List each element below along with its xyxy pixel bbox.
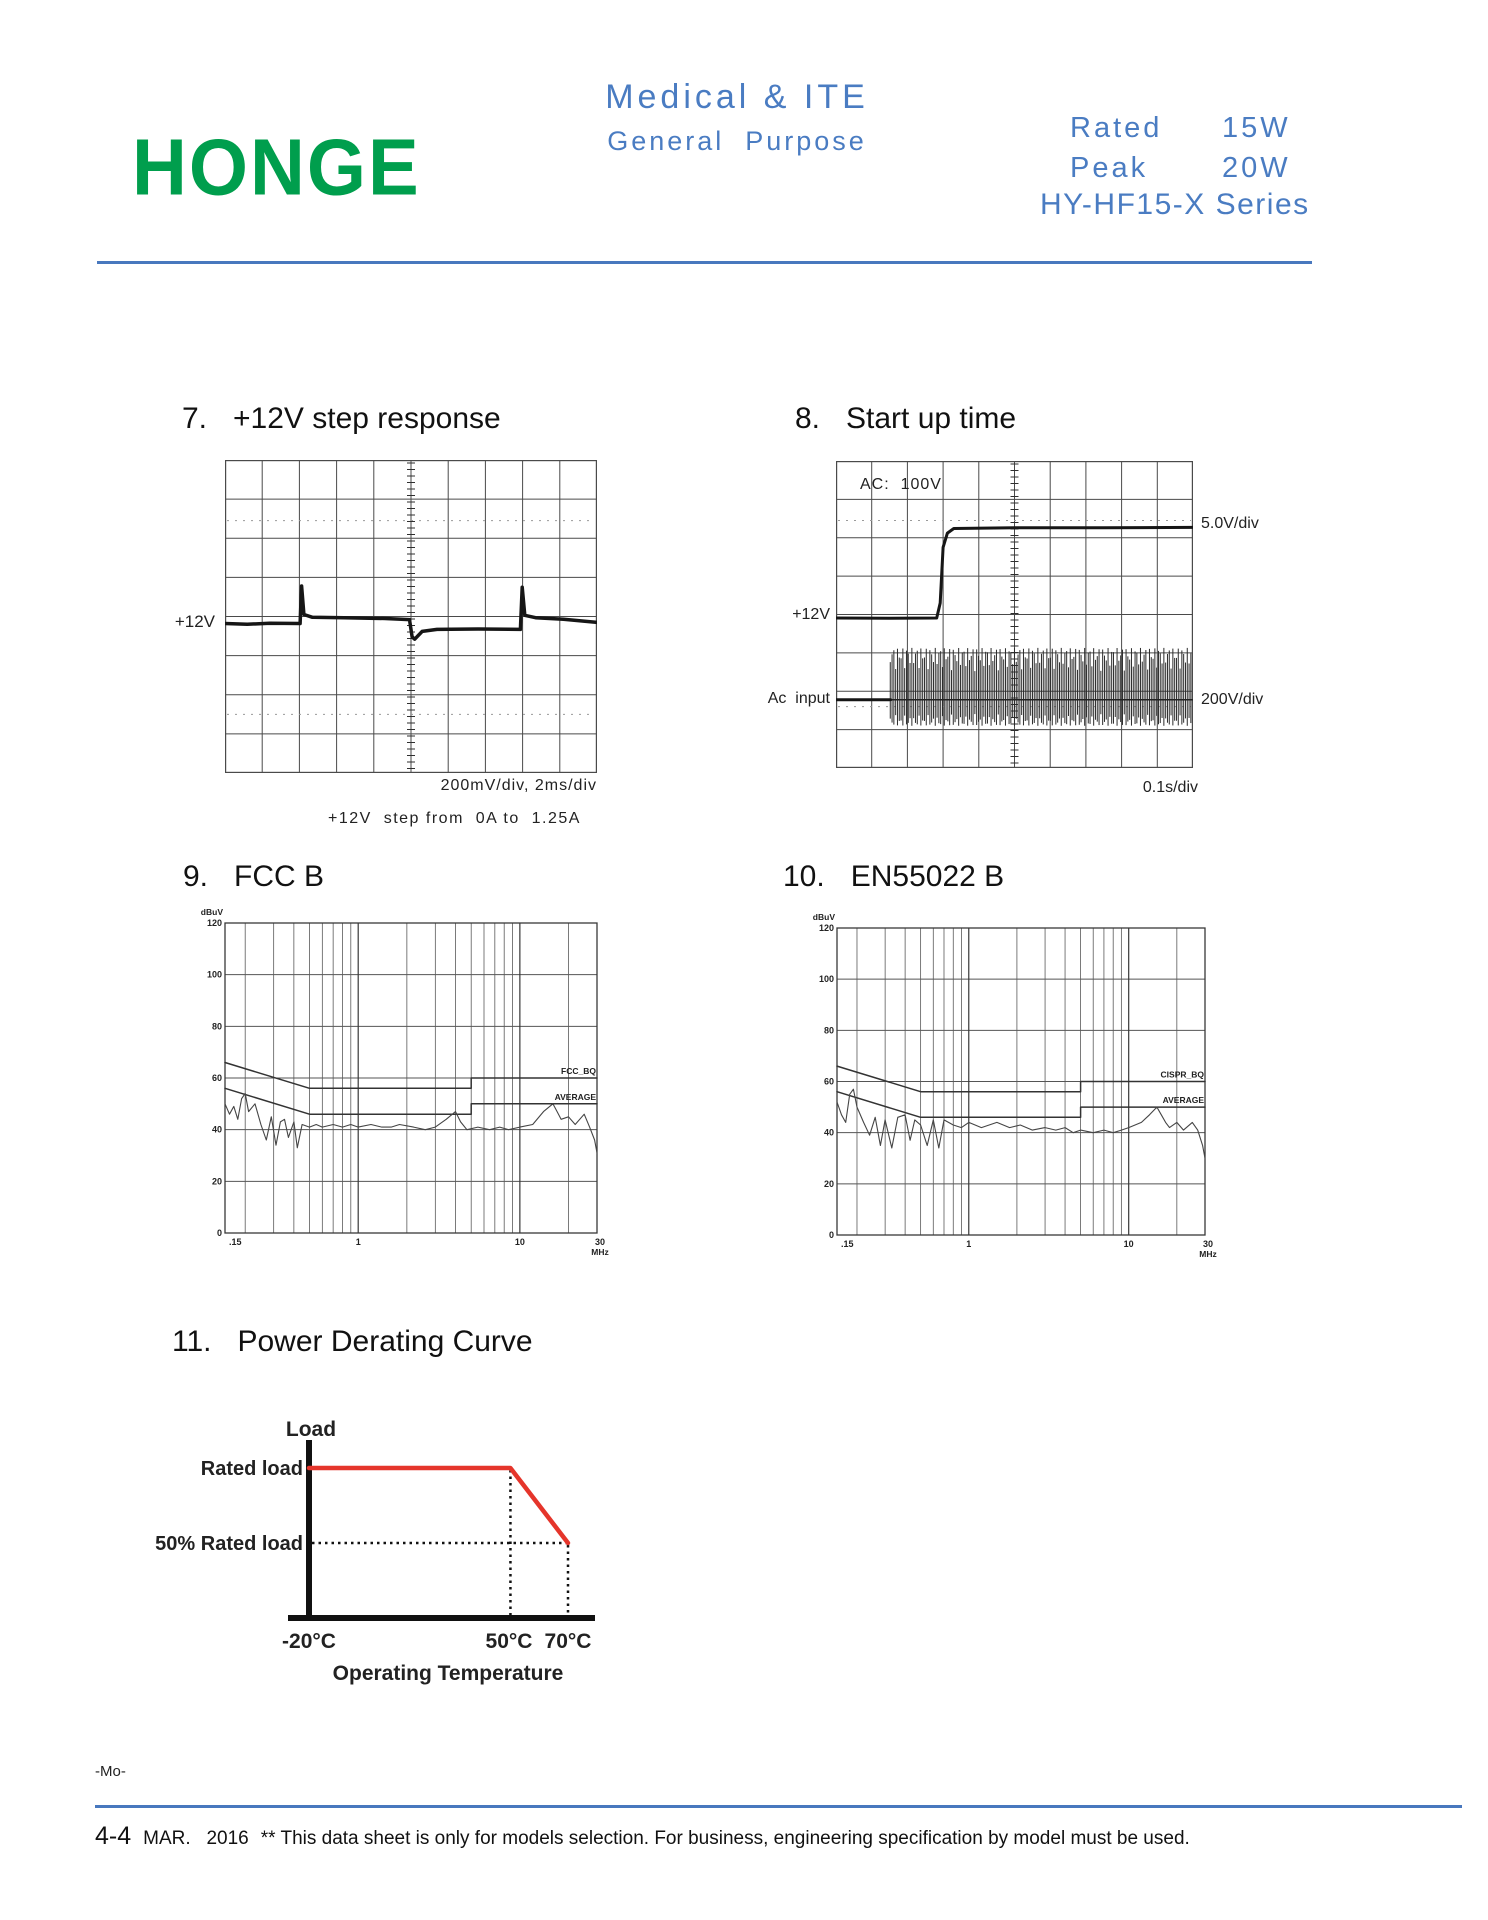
- section-8-text: Start up time: [846, 402, 1017, 435]
- footer-line: [95, 1822, 1190, 1851]
- scope8-acdiv-label: 200V/div: [1201, 691, 1264, 708]
- doc-title-line1: Medical & ITE: [605, 78, 869, 116]
- scope8-tdiv-label: 0.1s/div: [1142, 779, 1198, 796]
- section-7-text: +12V step response: [233, 402, 501, 435]
- svg-text:100: 100: [818, 974, 834, 985]
- svg-text:MHz: MHz: [591, 1247, 609, 1257]
- section-11-text: Power Derating Curve: [237, 1325, 533, 1358]
- derating-50pct-load-label: 50% Rated load: [155, 1533, 303, 1555]
- en55022b-emi-chart: [811, 906, 1219, 1266]
- rated-value: 15W: [1222, 112, 1291, 144]
- scope8-vdiv-label: 5.0V/div: [1201, 515, 1259, 532]
- peak-label: Peak: [1070, 152, 1149, 184]
- svg-text:FCC_BQ: FCC_BQ: [561, 1066, 596, 1076]
- svg-text:120: 120: [206, 918, 222, 928]
- svg-text:40: 40: [211, 1124, 222, 1135]
- svg-text:AVERAGE: AVERAGE: [554, 1091, 596, 1102]
- section-11-number: 11.: [172, 1325, 212, 1358]
- svg-text:1: 1: [355, 1237, 361, 1247]
- derating-xtick-70: 70°C: [544, 1630, 592, 1653]
- svg-text:dBuV: dBuV: [200, 907, 223, 917]
- svg-text:.15: .15: [229, 1237, 242, 1247]
- svg-text:60: 60: [211, 1073, 222, 1083]
- peak-value: 20W: [1222, 152, 1291, 184]
- company-logo: HONGE: [132, 123, 421, 213]
- svg-text:30: 30: [594, 1237, 606, 1247]
- scope8-chart: [836, 461, 1193, 768]
- svg-text:10: 10: [1123, 1239, 1134, 1249]
- svg-text:20: 20: [211, 1176, 222, 1187]
- svg-text:1: 1: [966, 1239, 972, 1249]
- section-10-text: EN55022 B: [850, 860, 1005, 893]
- page-number: 4-4: [95, 1822, 132, 1850]
- derating-rated-load-label: Rated load: [200, 1458, 303, 1480]
- footer-divider: [95, 1805, 1462, 1808]
- svg-text:CISPR_BQ: CISPR_BQ: [1160, 1069, 1204, 1080]
- section-11-title: [172, 1325, 533, 1359]
- footer-mo-mark: -Mo-: [95, 1763, 126, 1780]
- derating-xtick-minus20: -20°C: [282, 1630, 336, 1653]
- svg-text:20: 20: [823, 1178, 834, 1189]
- section-9-number: 9.: [183, 860, 209, 893]
- svg-text:MHz: MHz: [1199, 1249, 1217, 1259]
- rated-row: [1070, 112, 1370, 145]
- svg-text:40: 40: [823, 1127, 834, 1138]
- section-7-number: 7.: [182, 402, 208, 435]
- section-9-title: [183, 860, 324, 894]
- svg-text:30: 30: [1202, 1239, 1214, 1249]
- svg-text:100: 100: [206, 969, 222, 980]
- derating-xlabel: Operating Temperature: [332, 1662, 564, 1685]
- scope7-scale-label: 200mV/div, 2ms/div: [440, 777, 597, 794]
- scope8-ac-input-label: Ac input: [767, 690, 830, 707]
- series-name: HY-HF15-X Series: [1040, 188, 1310, 221]
- svg-text:.15: .15: [841, 1239, 854, 1249]
- scope7-trace-label: +12V: [174, 612, 215, 631]
- svg-text:0: 0: [828, 1230, 834, 1240]
- fccb-emi-chart: [199, 901, 611, 1261]
- svg-text:10: 10: [514, 1237, 525, 1247]
- scope7-caption: +12V step from 0A to 1.25A: [328, 810, 581, 827]
- footer-date: MAR. 2016: [143, 1828, 249, 1849]
- section-9-text: FCC B: [234, 860, 325, 893]
- header-divider: [97, 261, 1312, 264]
- svg-text:0: 0: [216, 1228, 222, 1238]
- derating-xtick-50: 50°C: [485, 1630, 533, 1653]
- section-10-title: [783, 860, 1004, 894]
- scope7-chart: [225, 460, 597, 773]
- svg-text:60: 60: [823, 1076, 834, 1087]
- svg-text:dBuV: dBuV: [812, 912, 835, 922]
- section-8-number: 8.: [795, 402, 821, 435]
- svg-text:AVERAGE: AVERAGE: [1162, 1095, 1204, 1106]
- scope8-trace-label: +12V: [792, 606, 830, 623]
- scope8-ac-setting-label: AC: 100V: [860, 476, 942, 493]
- section-10-number: 10.: [783, 860, 825, 893]
- svg-text:80: 80: [823, 1025, 834, 1036]
- section-7-title: [182, 402, 501, 436]
- svg-text:80: 80: [211, 1021, 222, 1032]
- svg-text:120: 120: [818, 923, 834, 933]
- footer-note: ** This data sheet is only for models selection. For business, engineering specification by model must be used.: [260, 1828, 1190, 1849]
- doc-title-line2: General Purpose: [607, 126, 867, 156]
- derating-ylabel: Load: [285, 1418, 337, 1441]
- peak-row: [1070, 152, 1370, 185]
- rated-label: Rated: [1070, 112, 1163, 144]
- section-8-title: [795, 402, 1016, 436]
